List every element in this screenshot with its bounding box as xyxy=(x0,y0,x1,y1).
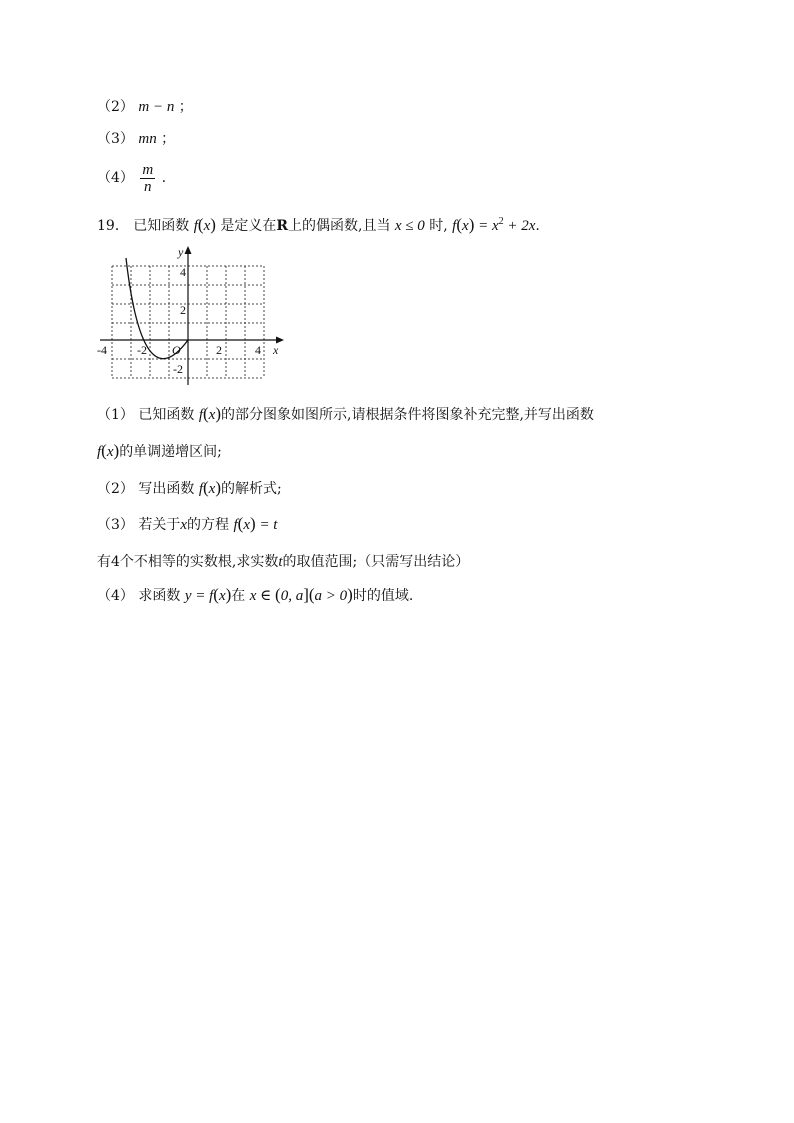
y-tick-label: -2 xyxy=(173,362,183,376)
punct: . xyxy=(161,170,167,186)
item-label: （4） xyxy=(97,170,134,186)
part-2 xyxy=(97,478,282,499)
item-label: （2） xyxy=(97,481,134,497)
function-expr: y = f(x) xyxy=(184,585,232,604)
function-definition: $f(x) = x^2 + 2x$ xyxy=(452,215,536,234)
item-label: （3） xyxy=(97,131,134,147)
math-expr: mn xyxy=(138,131,157,147)
fx-expr: f(x) xyxy=(198,478,222,497)
equation-expr: f(x) = t xyxy=(233,514,278,533)
question-number: 19． xyxy=(97,218,129,234)
x-tick-label: -2 xyxy=(137,343,147,357)
punct: ； xyxy=(178,99,193,115)
text: 是定义在 xyxy=(220,218,277,234)
text: 上的偶函数,且当 xyxy=(288,218,391,234)
item-3 xyxy=(97,129,175,149)
text: 的单调递增区间; xyxy=(119,444,222,460)
fraction xyxy=(140,162,155,195)
text: 的解析式; xyxy=(221,481,282,497)
text: 时的值域 xyxy=(352,588,409,604)
y-tick-label: 4 xyxy=(180,265,186,279)
item-2 xyxy=(97,97,193,117)
question-19 xyxy=(97,212,540,236)
text: 的取值范围;（只需写出结论） xyxy=(282,554,470,570)
function-graph xyxy=(92,240,292,392)
punct: ； xyxy=(161,131,176,147)
domain-expr: x ∈ (0, a](a > 0) xyxy=(249,585,353,604)
fraction-denominator: n xyxy=(144,178,152,195)
variable: x xyxy=(180,517,188,533)
punct: . xyxy=(535,218,540,234)
part-3 xyxy=(97,514,277,535)
condition-expr: x ≤ 0 xyxy=(394,218,425,234)
x-tick-label: 2 xyxy=(216,343,222,357)
item-4 xyxy=(97,160,166,196)
item-label: （4） xyxy=(97,588,134,604)
text: 写出函数 xyxy=(138,481,195,497)
x-axis-label: x xyxy=(273,343,279,357)
item-label: （1） xyxy=(97,407,134,423)
x-tick-label: 4 xyxy=(255,343,261,357)
text: 求函数 xyxy=(138,588,181,604)
item-label: （2） xyxy=(97,99,134,115)
part-3-continued xyxy=(97,552,469,572)
fx-expr: f(x) xyxy=(97,441,120,460)
part-1-continued xyxy=(97,441,222,462)
real-set-symbol: R xyxy=(276,218,289,234)
y-tick-label: 2 xyxy=(180,303,186,317)
punct: . xyxy=(408,588,414,604)
text: 已知函数 xyxy=(138,407,195,423)
y-axis-arrow xyxy=(185,246,192,254)
text: 在 xyxy=(231,588,246,604)
item-label: （3） xyxy=(97,517,134,533)
text: 的部分图象如图所示,请根据条件将图象补充完整,并写出函数 xyxy=(221,407,594,423)
part-1 xyxy=(97,404,594,425)
origin-label: O xyxy=(172,343,181,357)
fx-expr: f(x) xyxy=(198,404,222,423)
math-expr: m − n xyxy=(138,99,175,115)
x-tick-label: -4 xyxy=(97,343,107,357)
text: 的方程 xyxy=(187,517,230,533)
part-4 xyxy=(97,585,413,606)
variable: t xyxy=(278,554,283,570)
fraction-numerator: m xyxy=(142,161,154,178)
text: 已知函数 xyxy=(133,218,190,234)
text: 若关于 xyxy=(138,517,181,533)
y-axis-label: y xyxy=(178,245,184,259)
text: 时, xyxy=(429,218,448,234)
fx-expr: f(x) xyxy=(193,215,216,234)
text: 有4个不相等的实数根,求实数 xyxy=(97,554,279,570)
